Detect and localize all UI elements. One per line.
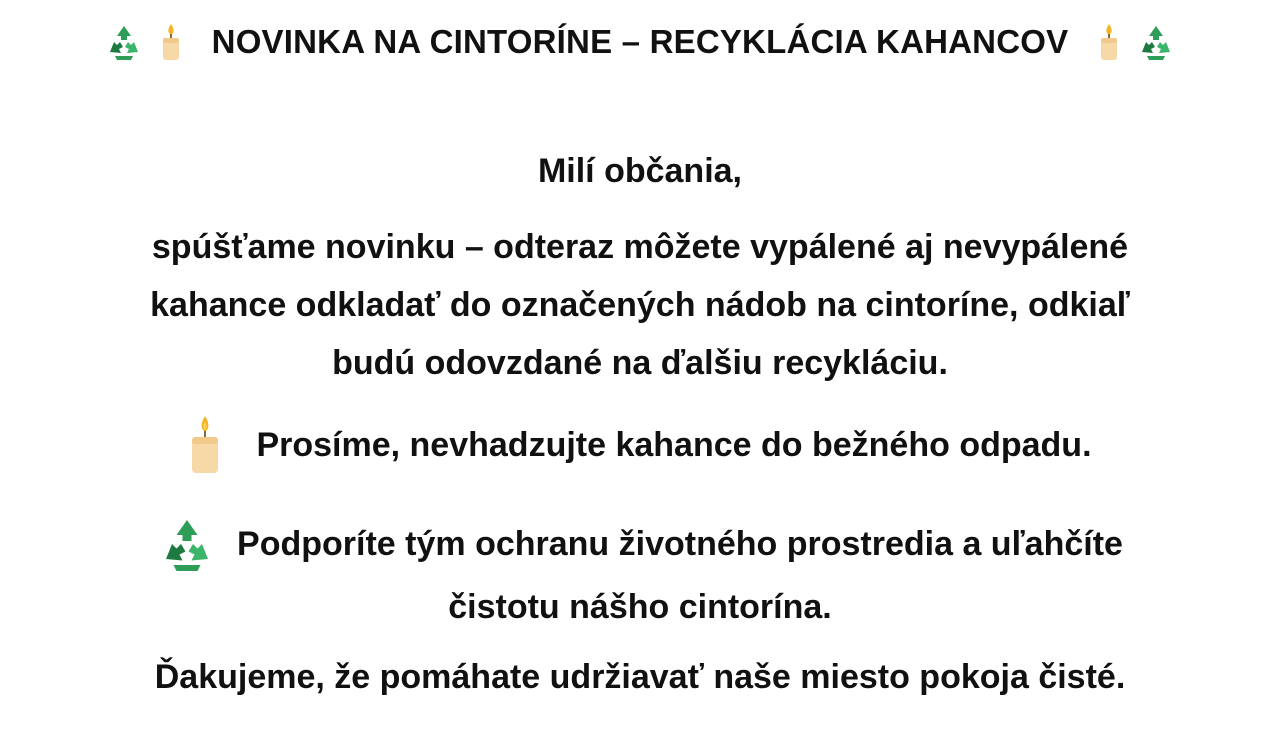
- support-text-line1: Podporíte tým ochranu životného prostredia a uľahčíte: [237, 524, 1123, 563]
- candle-icon: [1096, 22, 1122, 62]
- recycle-icon: [157, 514, 217, 574]
- candle-icon: [188, 414, 222, 476]
- please-row: [0, 412, 1280, 478]
- support-text-line2: čistotu nášho cintorína.: [448, 588, 832, 626]
- intro-line: kahance odkladať do označených nádob na cintoríne, odkiaľ: [150, 286, 1130, 324]
- intro-line: budú odovzdané na ďalšiu recykláciu.: [332, 344, 948, 382]
- salutation: Milí občania,: [537, 152, 743, 190]
- please-text: Prosíme, nevhadzujte kahance do bežného odpadu.: [256, 425, 1092, 464]
- recycle-icon: [1136, 22, 1176, 62]
- page-title: NOVINKA NA CINTORÍNE – RECYKLÁCIA KAHANCOV: [211, 23, 1069, 60]
- recycle-icon: [104, 22, 144, 62]
- title-row: [0, 20, 1280, 64]
- thanks-text: Ďakujeme, že pomáhate udržiavať naše miesto pokoja čisté.: [154, 658, 1126, 696]
- intro-paragraph: [60, 218, 1220, 392]
- intro-line: spúšťame novinku – odteraz môžete vypálené aj nevypálené: [151, 228, 1129, 266]
- candle-icon: [158, 22, 184, 62]
- support-row: [0, 512, 1280, 576]
